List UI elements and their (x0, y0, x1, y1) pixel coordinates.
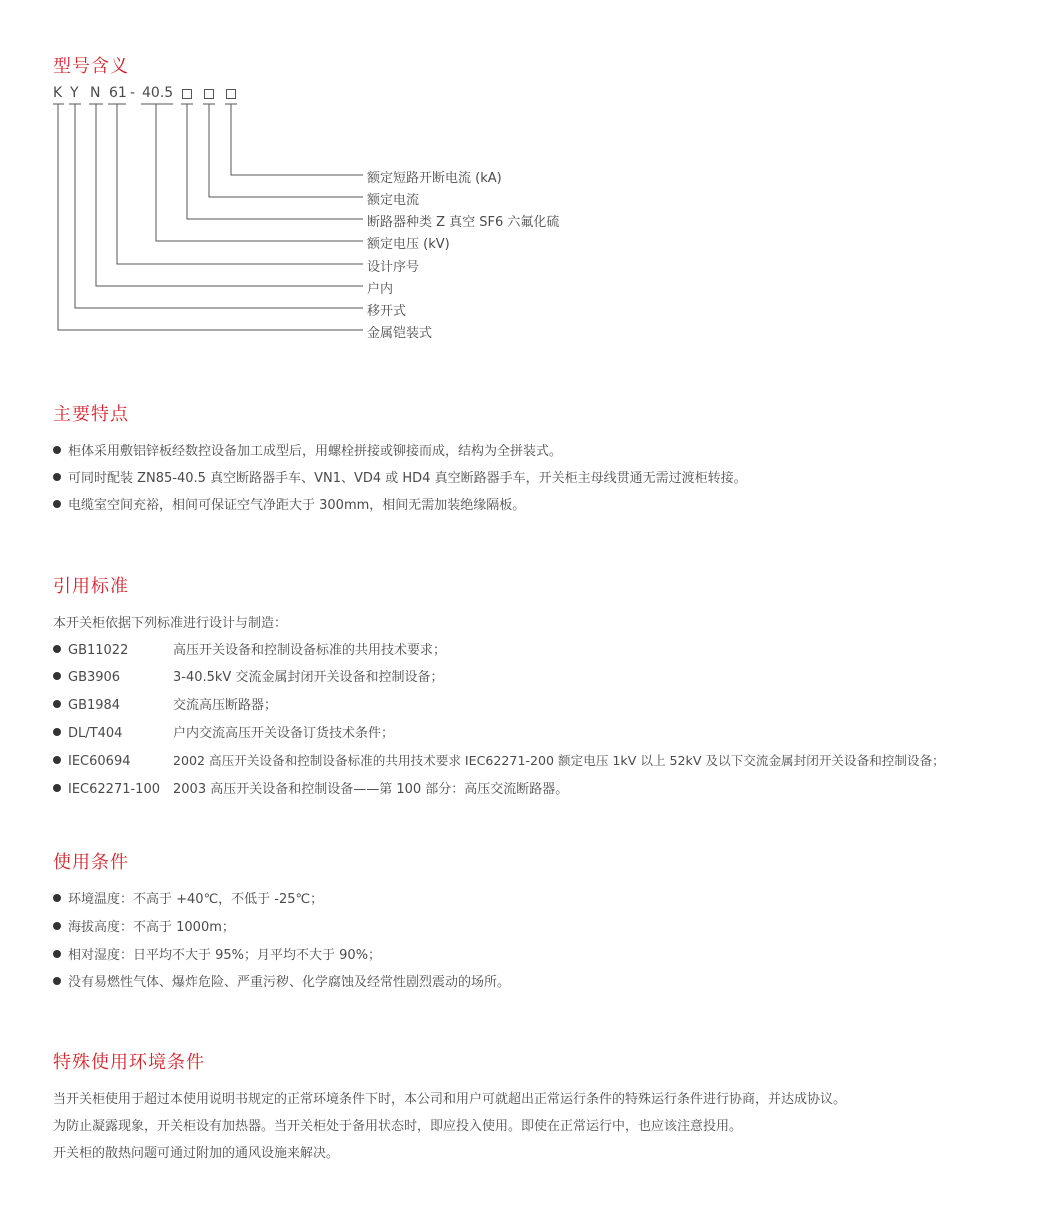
standard-desc: 户内交流高压开关设备订货技术条件； (173, 726, 395, 741)
bullet-icon (53, 446, 61, 454)
standard-desc: 2002 高压开关设备和控制设备标准的共用技术要求 IEC62271-200 额定电压 1kV 以上 52kV 及以下交流金属封闭开关设备和控制设备； (173, 753, 945, 768)
standards-intro: 本开关柜依据下列标准进行设计与制造： (53, 616, 288, 631)
model-code-diagram (53, 85, 653, 350)
feature-item: 可同时配装 ZN85-40.5 真空断路器手车、VN1、VD4 或 HD4 真空断路器手车，开关柜主母线贯通无需过渡柜转接。 (53, 467, 747, 486)
model-section-title: 型号含义 (53, 56, 129, 77)
standard-item (53, 639, 446, 658)
standard-item (53, 722, 394, 741)
bullet-icon (53, 784, 61, 792)
features-title: 主要特点 (53, 404, 129, 425)
bullet-icon (53, 700, 61, 708)
standard-desc: 交流高压断路器； (173, 698, 278, 713)
standard-desc: 高压开关设备和控制设备标准的共用技术要求； (173, 643, 447, 658)
code-char-n: N (90, 85, 101, 101)
bullet-icon (53, 728, 61, 736)
special-conditions-title: 特殊使用环境条件 (53, 1052, 205, 1073)
bullet-icon (53, 977, 61, 985)
model-label-indoor: 户内 (367, 282, 394, 297)
bullet-icon (53, 894, 61, 902)
standard-desc: 2003 高压开关设备和控制设备——第 100 部分：高压交流断路器。 (173, 782, 569, 797)
code-box-3 (226, 89, 236, 99)
standard-item (53, 694, 277, 713)
feature-item: 柜体采用敷铝锌板经数控设备加工成型后，用螺栓拼接或铆接而成，结构为全拼装式。 (53, 440, 562, 459)
code-box-2 (204, 89, 214, 99)
standard-code: GB1984 (68, 698, 121, 713)
standards-title: 引用标准 (53, 576, 129, 597)
code-box-1 (182, 89, 192, 99)
condition-item: 相对湿度：日平均不大于 95%；月平均不大于 90%； (53, 944, 381, 963)
code-char-series: 61 (109, 85, 127, 101)
standard-item (53, 666, 443, 685)
code-char-dash: - (130, 85, 136, 101)
model-label-withdrawable: 移开式 (367, 304, 407, 319)
condition-item: 环境温度：不高于 +40℃，不低于 -25℃； (53, 888, 323, 907)
standard-code: DL/T404 (68, 726, 123, 741)
standard-code: IEC60694 (68, 754, 131, 769)
standard-desc: 3-40.5kV 交流金属封闭开关设备和控制设备； (173, 670, 444, 685)
standard-item (53, 750, 945, 769)
model-label-metal-clad: 金属铠装式 (367, 326, 433, 341)
model-label-rated-voltage: 额定电压 (kV) (367, 237, 450, 252)
model-label-rated-current: 额定电流 (367, 193, 420, 208)
standard-code: IEC62271-100 (68, 782, 160, 797)
model-label-design-number: 设计序号 (367, 260, 420, 275)
standard-code: GB3906 (68, 670, 121, 685)
standard-code: GB11022 (68, 643, 129, 658)
special-paragraph: 为防止凝露现象，开关柜设有加热器。当开关柜处于备用状态时，即应投入使用。即使在正常运行中，也应该注意投用。 (53, 1119, 743, 1134)
special-paragraph: 当开关柜使用于超过本使用说明书规定的正常环境条件下时，本公司和用户可就超出正常运行条件的特殊运行条件进行协商，并达成协议。 (53, 1092, 847, 1107)
standard-item (53, 778, 568, 797)
code-char-y: Y (70, 85, 79, 101)
code-char-k: K (53, 85, 63, 101)
condition-item: 没有易燃性气体、爆炸危险、严重污秽、化学腐蚀及经常性剧烈震动的场所。 (53, 971, 510, 990)
bullet-icon (53, 500, 61, 508)
code-char-voltage: 40.5 (142, 85, 174, 101)
bullet-icon (53, 922, 61, 930)
bullet-icon (53, 645, 61, 653)
special-paragraph: 开关柜的散热问题可通过附加的通风设施来解决。 (53, 1146, 340, 1161)
conditions-title: 使用条件 (53, 852, 129, 873)
condition-item: 海拔高度：不高于 1000m； (53, 916, 235, 935)
model-label-breaking-current: 额定短路开断电流 (kA) (367, 171, 502, 186)
model-connector-lines (53, 90, 653, 350)
bullet-icon (53, 473, 61, 481)
bullet-icon (53, 756, 61, 764)
model-label-breaker-type: 断路器种类 Z 真空 SF6 六氟化硫 (367, 215, 560, 230)
bullet-icon (53, 950, 61, 958)
bullet-icon (53, 672, 61, 680)
feature-item: 电缆室空间充裕，相间可保证空气净距大于 300mm，相间无需加装绝缘隔板。 (53, 494, 525, 513)
